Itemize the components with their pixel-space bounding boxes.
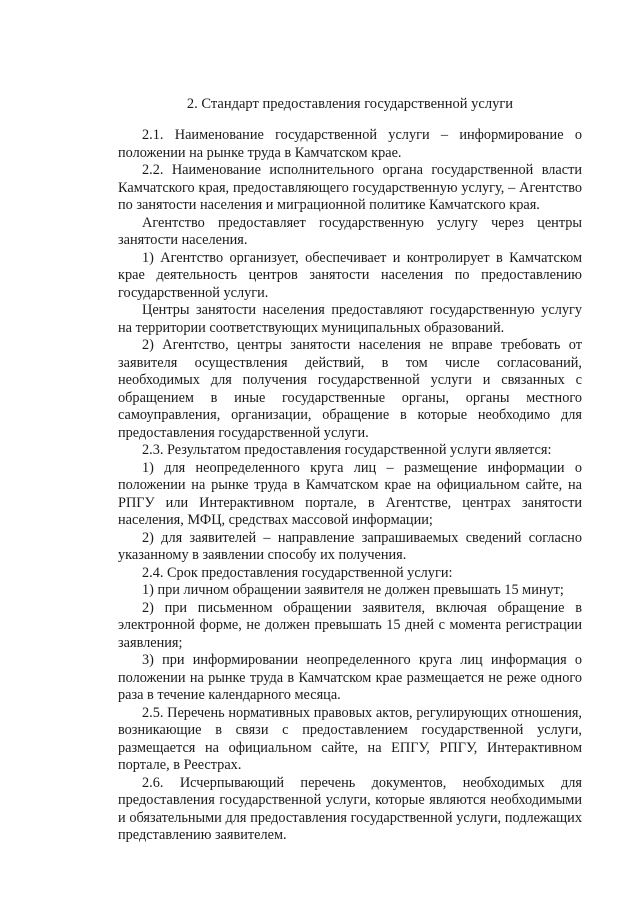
section-body [118, 127, 582, 845]
paragraph-2-4: 2.4. Срок предоставления государственной услуги: [142, 564, 453, 581]
paragraph-item-2-prohibition: 2) Агентство, центры занятости населения не вправе требовать от заявителя осуществления действий, в том числе согласований, необходимых для получения государственной услуги и связанных с обращением в иные государственные органы, органы местного самоуправления, организации, обращение в которые необходимо для предоставления государственной услуги. [118, 337, 582, 441]
paragraph-centers-provide: Центры занятости населения предоставляют государственную услугу на территории соответствующих муниципальных образований. [118, 302, 582, 336]
paragraph-2-5: 2.5. Перечень нормативных правовых актов, регулирующих отношения, возникающие в связи с предоставлением государственной услуги, размещается на официальном сайте, на ЕПГУ, РПГУ, Интерактивном портале, в Реестрах. [118, 704, 582, 773]
paragraph-2-6: 2.6. Исчерпывающий перечень документов, необходимых для предоставления государственной услуги, которые являются необходимыми и обязательными для предоставления государственной услуги, подлежащих представлению заявителем. [118, 774, 582, 843]
paragraph-item-1-agency: 1) Агентство организует, обеспечивает и контролирует в Камчатском крае деятельность центров занятости населения по предоставлению государственной услуги. [118, 249, 582, 301]
section-heading: 2. Стандарт предоставления государственной услуги [186, 96, 514, 112]
paragraph-2-4-item-1: 1) при личном обращении заявителя не должен превышать 15 минут; [142, 582, 564, 598]
paragraph-2-1: 2.1. Наименование государственной услуги – информирование о положении на рынке труда в Камчатском крае. [118, 127, 582, 161]
paragraph-2-4-item-3: 3) при информировании неопределенного круга лиц информация о положении на рынке труда в Камчатском крае размещается не реже одного раза в течение календарного месяца. [118, 652, 582, 703]
paragraph-agency-provides: Агентство предоставляет государственную услугу через центры занятости населения. [118, 214, 582, 248]
paragraph-2-3: 2.3. Результатом предоставления государственной услуги является: [142, 442, 552, 458]
paragraph-2-2: 2.2. Наименование исполнительного органа государственной власти Камчатского края, предоставляющего государственную услугу, – Агентство по занятости населения и миграционной политике Камчатского края. [118, 162, 582, 213]
paragraph-2-3-item-1: 1) для неопределенного круга лиц – размещение информации о положении на рынке труда в Камчатском крае на официальном сайте, на РПГУ или Интерактивном портале, в Агентстве, центрах занятости населения, МФЦ, средствах массовой информации; [118, 459, 582, 528]
paragraph-2-3-item-2: 2) для заявителей – направление запрашиваемых сведений согласно указанному в заявлении способу их получения. [118, 529, 582, 563]
paragraph-2-4-item-2: 2) при письменном обращении заявителя, включая обращение в электронной форме, не должен превышать 15 дней с момента регистрации заявления; [118, 599, 582, 651]
